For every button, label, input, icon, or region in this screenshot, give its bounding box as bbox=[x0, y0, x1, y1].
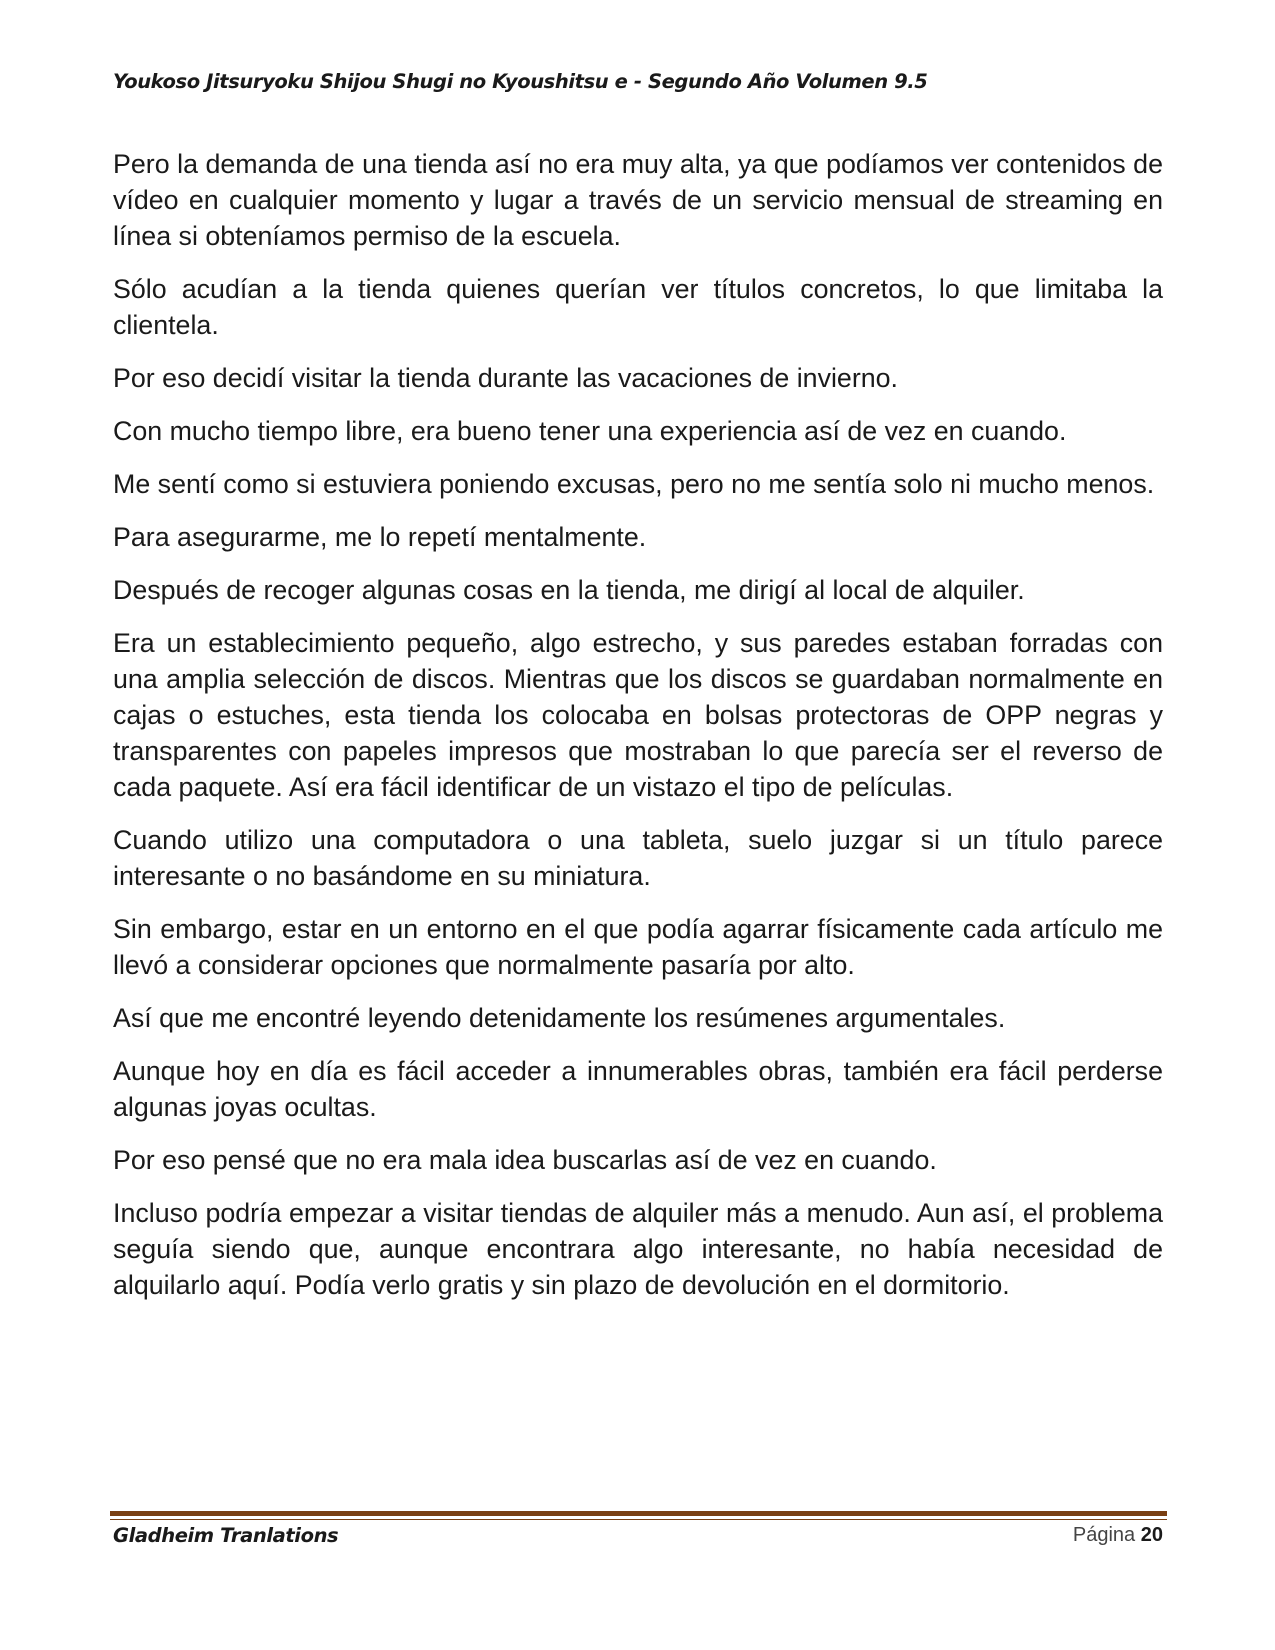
paragraph: Era un establecimiento pequeño, algo estrecho, y sus paredes estaban forradas con una amplia selección de discos. Mientras que los discos se guardaban normalmente en cajas o estuches, esta tienda los colocaba en bolsas protectoras de OPP negras y transparentes con papeles impresos que mostraban lo que parecía ser el reverso de cada paquete. Así era fácil identificar de un vistazo el tipo de películas. bbox=[113, 628, 1163, 802]
paragraph: Sin embargo, estar en un entorno en el que podía agarrar físicamente cada artículo me llevó a considerar opciones que normalmente pasaría por alto. bbox=[113, 914, 1163, 980]
paragraph: Con mucho tiempo libre, era bueno tener una experiencia así de vez en cuando. bbox=[113, 416, 1067, 446]
page-number: 20 bbox=[1140, 1524, 1163, 1546]
footer-publisher: Gladheim Tranlations bbox=[113, 1524, 339, 1547]
paragraph: Pero la demanda de una tienda así no era muy alta, ya que podíamos ver contenidos de vídeo en cualquier momento y lugar a través de un servicio mensual de streaming en línea si obteníamos permiso de la escuela. bbox=[113, 149, 1163, 251]
page-label: Página bbox=[1072, 1524, 1136, 1546]
paragraph: Así que me encontré leyendo detenidamente los resúmenes argumentales. bbox=[113, 1003, 1006, 1033]
footer-divider bbox=[110, 1511, 1167, 1516]
paragraph: Aunque hoy en día es fácil acceder a innumerables obras, también era fácil perderse algunas joyas ocultas. bbox=[113, 1056, 1163, 1122]
paragraph: Para asegurarme, me lo repetí mentalmente. bbox=[113, 522, 647, 552]
paragraph: Después de recoger algunas cosas en la tienda, me dirigí al local de alquiler. bbox=[113, 575, 1025, 605]
footer-page-info bbox=[1073, 1524, 1163, 1547]
paragraph: Me sentí como si estuviera poniendo excusas, pero no me sentía solo ni mucho menos. bbox=[113, 469, 1155, 499]
page-header-title: Youkoso Jitsuryoku Shijou Shugi no Kyoushitsu e - Segundo Año Volumen 9.5 bbox=[113, 70, 928, 93]
body-text bbox=[113, 146, 1163, 1320]
paragraph: Por eso pensé que no era mala idea buscarlas así de vez en cuando. bbox=[113, 1145, 937, 1175]
paragraph: Incluso podría empezar a visitar tiendas de alquiler más a menudo. Aun así, el problema seguía siendo que, aunque encontrara algo interesante, no había necesidad de alquilarlo aquí. Podía verlo gratis y sin plazo de devolución en el dormitorio. bbox=[113, 1198, 1163, 1300]
paragraph: Por eso decidí visitar la tienda durante las vacaciones de invierno. bbox=[113, 363, 898, 393]
paragraph: Cuando utilizo una computadora o una tableta, suelo juzgar si un título parece interesante o no basándome en su miniatura. bbox=[113, 825, 1163, 891]
paragraph: Sólo acudían a la tienda quienes querían ver títulos concretos, lo que limitaba la clientela. bbox=[113, 274, 1163, 340]
footer-divider-thin bbox=[110, 1519, 1167, 1520]
